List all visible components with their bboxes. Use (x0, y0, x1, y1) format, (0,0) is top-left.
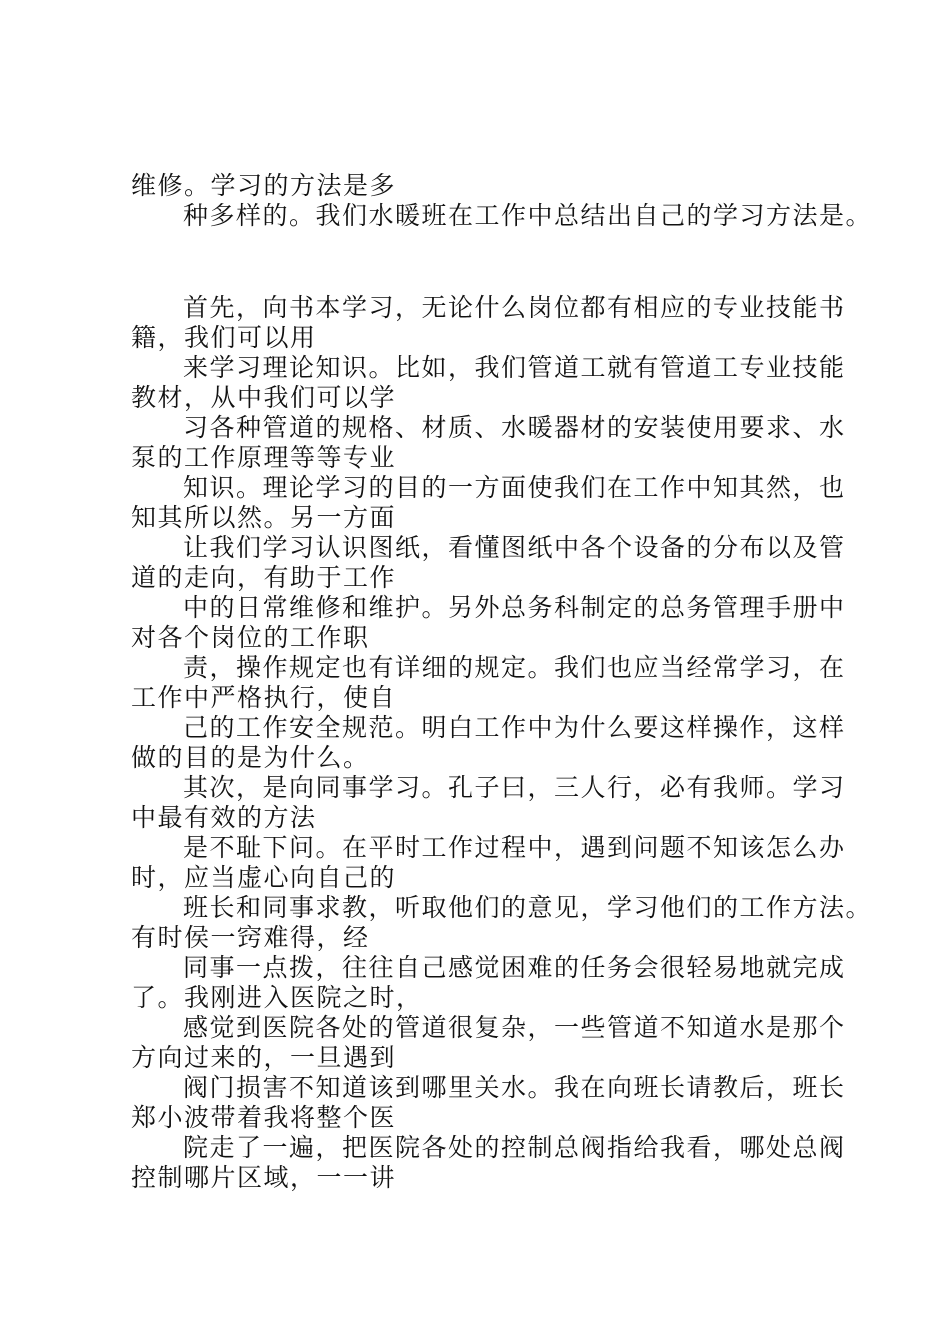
text-line: 时，应当虚心向自己的 (131, 863, 397, 892)
text-line: 控制哪片区域，一一讲 (131, 1163, 397, 1192)
text-line: 阀门损害不知道该到哪里关水。我在向班长请教后，班长 (183, 1073, 846, 1102)
text-line: 了。我刚进入医院之时， (131, 983, 423, 1012)
paragraph-gap (131, 231, 891, 293)
text-line: 其次，是向同事学习。孔子曰，三人行，必有我师。学习 (183, 773, 846, 802)
text-line: 同事一点拨，往往自己感觉困难的任务会很轻易地就完成 (183, 953, 846, 982)
text-line: 感觉到医院各处的管道很复杂，一些管道不知道水是那个 (183, 1013, 846, 1042)
text-line: 知识。理论学习的目的一方面使我们在工作中知其然，也 (183, 473, 846, 502)
text-line: 习各种管道的规格、材质、水暖器材的安装使用要求、水 (183, 413, 846, 442)
text-line: 维修。学习的方法是多 (131, 171, 397, 200)
text-line: 郑小波带着我将整个医 (131, 1103, 397, 1132)
text-line: 是不耻下问。在平时工作过程中，遇到问题不知该怎么办 (183, 833, 846, 862)
text-line: 知其所以然。另一方面 (131, 503, 397, 532)
text-line: 来学习理论知识。比如，我们管道工就有管道工专业技能 (183, 353, 846, 382)
text-line: 中的日常维修和维护。另外总务科制定的总务管理手册中 (183, 593, 846, 622)
text-line: 己的工作安全规范。明白工作中为什么要这样操作，这样 (183, 713, 846, 742)
text-line: 种多样的。我们水暖班在工作中总结出自己的学习方法是。 (183, 201, 873, 230)
document-body (131, 171, 891, 1193)
text-line: 有时侯一窍难得，经 (131, 923, 370, 952)
text-line: 班长和同事求教，听取他们的意见，学习他们的工作方法。 (183, 893, 873, 922)
text-line: 首先，向书本学习，无论什么岗位都有相应的专业技能书 (183, 293, 846, 322)
text-line: 中最有效的方法 (131, 803, 317, 832)
text-line: 道的走向，有助于工作 (131, 563, 397, 592)
text-line: 籍，我们可以用 (131, 323, 317, 352)
text-line: 责，操作规定也有详细的规定。我们也应当经常学习，在 (183, 653, 846, 682)
text-line: 教材，从中我们可以学 (131, 383, 397, 412)
text-line: 工作中严格执行，使自 (131, 683, 397, 712)
text-line: 对各个岗位的工作职 (131, 623, 370, 652)
text-line: 院走了一遍，把医院各处的控制总阀指给我看，哪处总阀 (183, 1133, 846, 1162)
text-line: 做的目的是为什么。 (131, 743, 370, 772)
text-line: 泵的工作原理等等专业 (131, 443, 397, 472)
text-line: 方向过来的，一旦遇到 (131, 1043, 397, 1072)
text-line: 让我们学习认识图纸，看懂图纸中各个设备的分布以及管 (183, 533, 846, 562)
